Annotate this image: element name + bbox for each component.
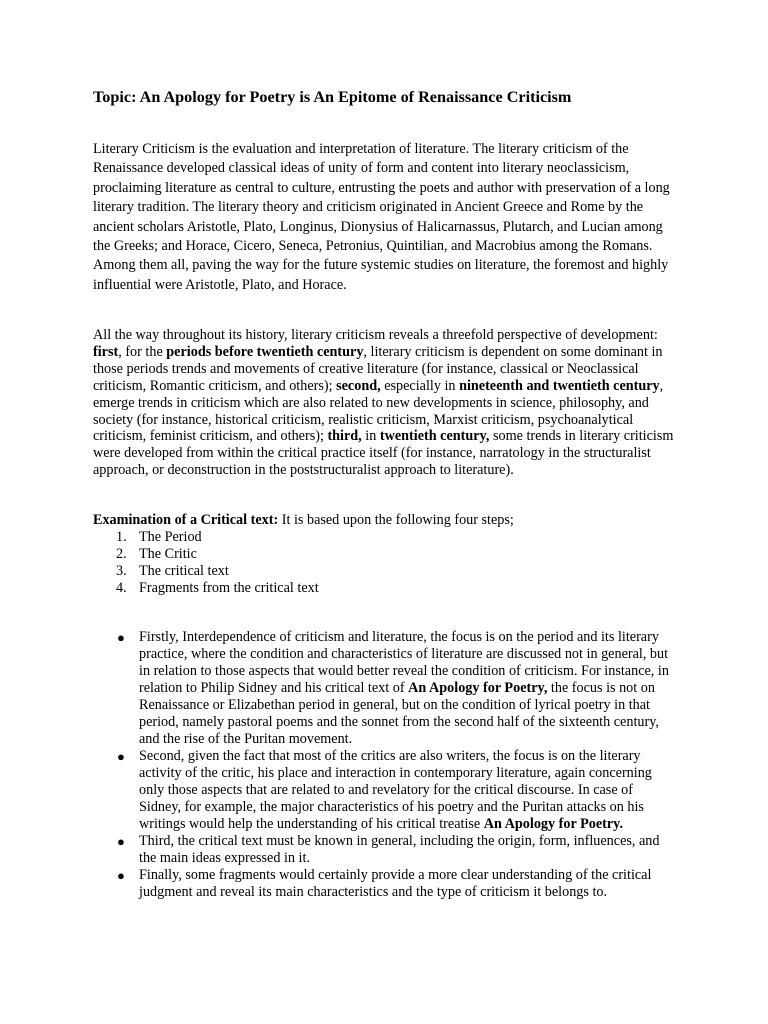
list-item	[93, 563, 493, 580]
list-number: 4.	[116, 580, 127, 596]
text-run: especially in	[380, 377, 460, 394]
bold-run: An Apology for Poetry.	[483, 816, 624, 832]
bullet-item	[93, 867, 678, 901]
steps-list	[93, 529, 493, 597]
list-item-text: Fragments from the critical text	[139, 580, 319, 596]
bullet-item	[93, 833, 678, 867]
text-run: Third, the critical text must be known in general, including the origin, form, influences, and the main ideas expressed in it.	[139, 833, 660, 866]
paragraph-perspective	[93, 327, 678, 479]
bold-run: first	[93, 343, 119, 360]
bold-run: third,	[327, 428, 362, 445]
bold-run: second,	[336, 377, 381, 394]
bold-run: periods before twentieth century	[166, 343, 364, 360]
text-run: , literary criticism is dependent on some dominant in those periods trends and movements of creative literature (for instance, classical or Neoclassical criticism, Romantic criticism, and others);	[93, 343, 663, 394]
examination-label: Examination of a Critical text:	[93, 512, 279, 528]
list-item	[93, 529, 493, 546]
bullet-item	[93, 629, 678, 748]
text-run: Second, given the fact that most of the critics are also writers, the focus is on the literary activity of the critic, his place and interaction in contemporary literature, again concerning only those aspects that are related to and revelatory for the critical discourse. In case of Sidney, for example, the major characteristics of his poetry and the Puritan attacks on his writings would help the understanding of his critical treatise	[139, 748, 652, 832]
text-run: , emerge trends in criticism which are also related to new developments in science, philosophy, and society (for instance, historical criticism, realistic criticism, Marxist criticism, psychoanalytical criticism, feminist criticism, and others);	[93, 377, 664, 445]
text-run: All the way throughout its history, literary criticism reveals a threefold perspective of development:	[93, 327, 658, 343]
list-item-text: The Period	[139, 529, 202, 545]
bullet-item	[93, 748, 678, 833]
bullet-icon: ●	[117, 868, 125, 883]
bold-run: twentieth century,	[379, 428, 490, 445]
text-run: Firstly, Interdependence of criticism and literature, the focus is on the period and its literary practice, where the condition and characteristics of literature are discussed not in general, but in relation to those aspects that would better reveal the condition of criticism. For instance, in relation to Philip Sidney and his critical text of	[139, 629, 669, 696]
examination-heading	[93, 512, 693, 529]
list-item	[93, 580, 493, 597]
text-run: , for the	[118, 343, 167, 360]
list-number: 3.	[116, 563, 127, 579]
bullet-list	[93, 629, 678, 901]
list-item-text: The Critic	[139, 546, 197, 562]
paragraph-definition: Literary Criticism is the evaluation and interpretation of literature. The literary criticism of the Renaissance developed classical ideas of unity of form and content into literary neoclassicism, proclaiming literature as central to culture, entrusting the poets and author with preservation of a long literary tradition. The literary theory and criticism originated in Ancient Greece and Rome by the ancient scholars Aristotle, Plato, Longinus, Dionysius of Halicarnassus, Plutarch, and Lucian among the Greeks; and Horace, Cicero, Seneca, Petronius, Quintilian, and Macrobius among the Romans. Among them all, paving the way for the future systemic studies on literature, the foremost and highly influential were Aristotle, Plato, and Horace.	[93, 141, 670, 293]
list-item	[93, 546, 493, 563]
text-run: some trends in literary criticism were developed from within the critical practice itself (for instance, narratology in the structuralist approach, or deconstruction in the poststructuralist approach to literature).	[93, 428, 674, 479]
list-number: 2.	[116, 546, 127, 562]
bullet-icon: ●	[117, 834, 125, 849]
text-run: in	[361, 428, 380, 445]
examination-text: It is based upon the following four steps;	[278, 512, 514, 528]
list-item-text: The critical text	[139, 563, 229, 579]
document-title: Topic: An Apology for Poetry is An Epitome of Renaissance Criticism	[93, 88, 572, 106]
bold-run: nineteenth and twentieth century	[459, 377, 660, 394]
list-number: 1.	[116, 529, 127, 545]
text-run: the focus is not on Renaissance or Elizabethan period in general, but on the condition of lyrical poetry in that period, namely pastoral poems and the sonnet from the second half of the sixteenth century, and the rise of the Puritan movement.	[139, 680, 659, 747]
bold-run: An Apology for Poetry,	[408, 680, 548, 696]
bullet-icon: ●	[117, 749, 125, 764]
text-run: Finally, some fragments would certainly provide a more clear understanding of the critical judgment and reveal its main characteristics and the type of criticism it belongs to.	[139, 867, 652, 900]
bullet-icon: ●	[117, 630, 125, 645]
